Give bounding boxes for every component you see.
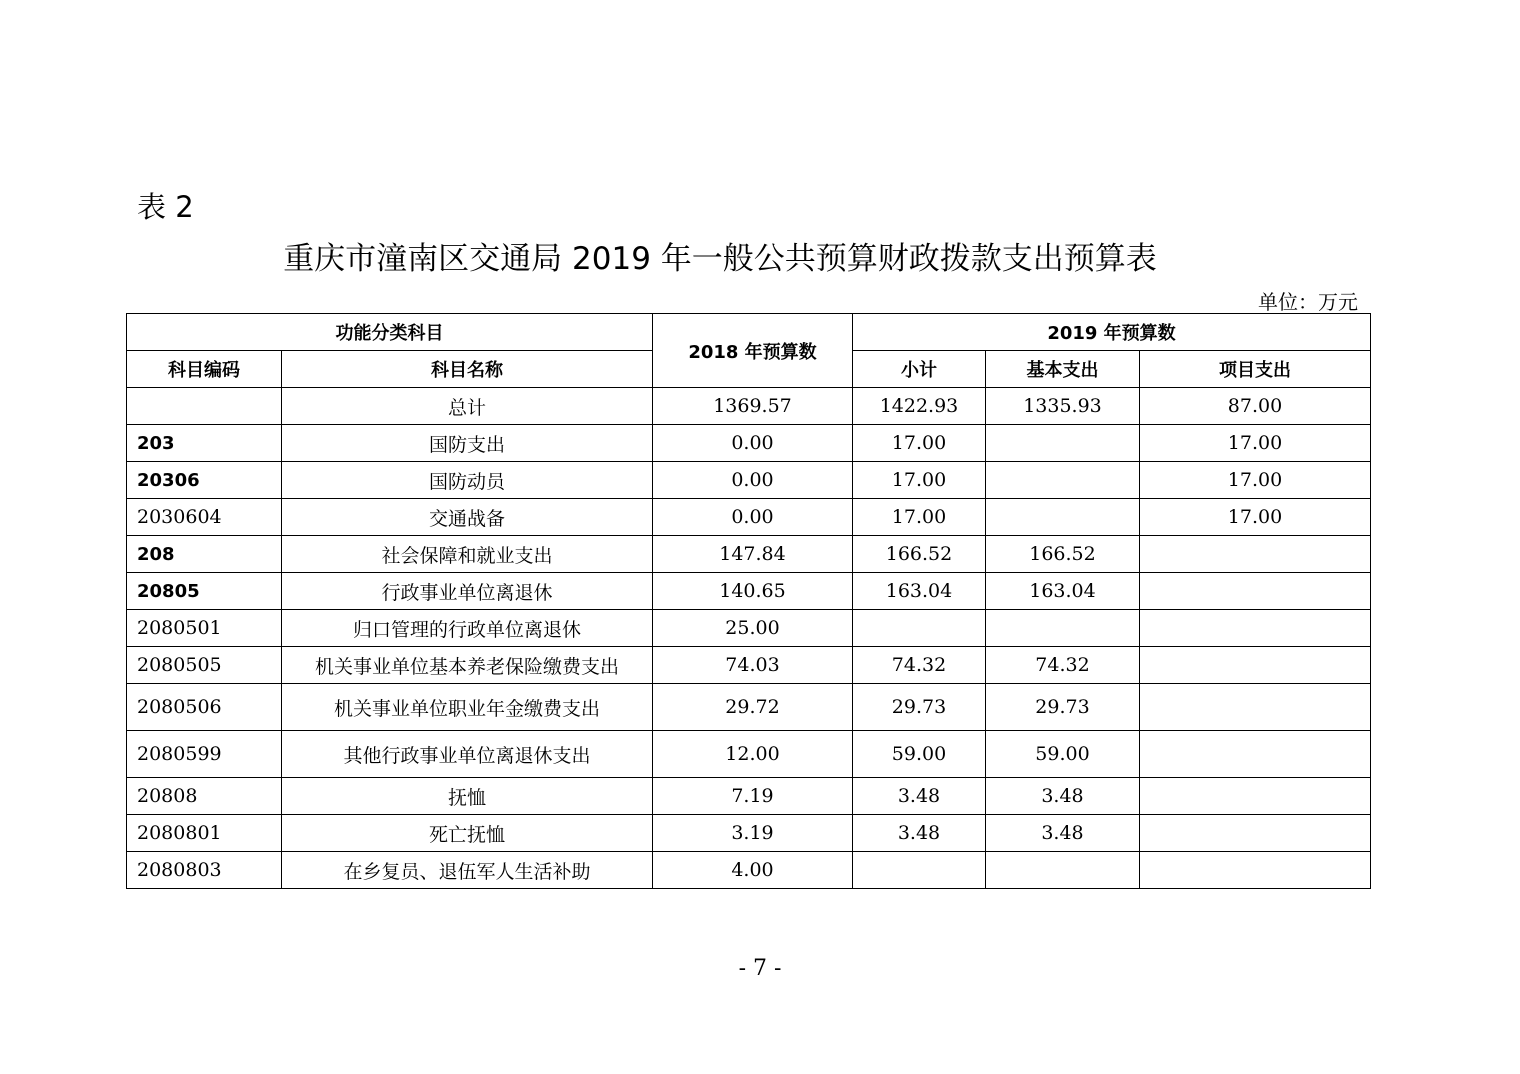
cell-name: 总计 — [282, 388, 653, 425]
cell-subtotal: 163.04 — [853, 573, 986, 610]
cell-2018: 25.00 — [653, 610, 853, 647]
table-row — [127, 573, 1371, 610]
cell-basic: 163.04 — [986, 573, 1140, 610]
cell-subtotal: 17.00 — [853, 499, 986, 536]
cell-code: 2030604 — [127, 499, 282, 536]
cell-basic — [986, 610, 1140, 647]
cell-2018: 140.65 — [653, 573, 853, 610]
cell-2018: 12.00 — [653, 731, 853, 778]
cell-project — [1140, 731, 1371, 778]
header-func-class: 功能分类科目 — [127, 314, 653, 351]
table-row — [127, 852, 1371, 889]
table-row — [127, 778, 1371, 815]
table-row — [127, 684, 1371, 731]
table-row — [127, 610, 1371, 647]
header-name: 科目名称 — [282, 351, 653, 388]
cell-basic: 3.48 — [986, 815, 1140, 852]
cell-code: 2080599 — [127, 731, 282, 778]
cell-subtotal — [853, 852, 986, 889]
cell-code: 20808 — [127, 778, 282, 815]
header-subtotal: 小计 — [853, 351, 986, 388]
cell-basic — [986, 425, 1140, 462]
cell-2018: 29.72 — [653, 684, 853, 731]
table-row — [127, 388, 1371, 425]
cell-project — [1140, 778, 1371, 815]
cell-2018: 0.00 — [653, 499, 853, 536]
cell-subtotal: 3.48 — [853, 815, 986, 852]
cell-name: 其他行政事业单位离退休支出 — [282, 731, 653, 778]
header-basic: 基本支出 — [986, 351, 1140, 388]
cell-subtotal: 3.48 — [853, 778, 986, 815]
cell-basic — [986, 462, 1140, 499]
cell-code: 2080506 — [127, 684, 282, 731]
cell-name: 机关事业单位职业年金缴费支出 — [282, 684, 653, 731]
budget-table — [126, 313, 1371, 889]
cell-project — [1140, 852, 1371, 889]
cell-subtotal: 74.32 — [853, 647, 986, 684]
cell-2018: 147.84 — [653, 536, 853, 573]
cell-basic — [986, 499, 1140, 536]
cell-project: 17.00 — [1140, 462, 1371, 499]
cell-project — [1140, 647, 1371, 684]
cell-subtotal — [853, 610, 986, 647]
cell-name: 抚恤 — [282, 778, 653, 815]
cell-subtotal: 166.52 — [853, 536, 986, 573]
cell-code: 2080801 — [127, 815, 282, 852]
cell-code: 203 — [127, 425, 282, 462]
cell-project: 87.00 — [1140, 388, 1371, 425]
unit-label: 单位：万元 — [1258, 290, 1358, 314]
cell-basic: 74.32 — [986, 647, 1140, 684]
cell-basic: 166.52 — [986, 536, 1140, 573]
header-budget-2018: 2018 年预算数 — [653, 314, 853, 388]
table-row — [127, 425, 1371, 462]
cell-code: 2080505 — [127, 647, 282, 684]
cell-name: 机关事业单位基本养老保险缴费支出 — [282, 647, 653, 684]
cell-2018: 7.19 — [653, 778, 853, 815]
cell-project — [1140, 610, 1371, 647]
cell-subtotal: 29.73 — [853, 684, 986, 731]
table-row — [127, 647, 1371, 684]
cell-2018: 0.00 — [653, 425, 853, 462]
cell-name: 交通战备 — [282, 499, 653, 536]
header-budget-2019: 2019 年预算数 — [853, 314, 1371, 351]
header-code: 科目编码 — [127, 351, 282, 388]
cell-code: 2080803 — [127, 852, 282, 889]
cell-basic: 59.00 — [986, 731, 1140, 778]
cell-code: 2080501 — [127, 610, 282, 647]
page-title: 重庆市潼南区交通局 2019 年一般公共预算财政拨款支出预算表 — [283, 241, 1157, 277]
cell-code: 208 — [127, 536, 282, 573]
cell-code: 20306 — [127, 462, 282, 499]
cell-name: 在乡复员、退伍军人生活补助 — [282, 852, 653, 889]
cell-name: 国防支出 — [282, 425, 653, 462]
cell-subtotal: 17.00 — [853, 462, 986, 499]
cell-code: 20805 — [127, 573, 282, 610]
cell-subtotal: 59.00 — [853, 731, 986, 778]
cell-project: 17.00 — [1140, 499, 1371, 536]
cell-name: 死亡抚恤 — [282, 815, 653, 852]
cell-2018: 3.19 — [653, 815, 853, 852]
cell-project — [1140, 573, 1371, 610]
cell-name: 行政事业单位离退休 — [282, 573, 653, 610]
header-row-1 — [127, 314, 1371, 351]
cell-2018: 0.00 — [653, 462, 853, 499]
cell-subtotal: 17.00 — [853, 425, 986, 462]
cell-name: 社会保障和就业支出 — [282, 536, 653, 573]
cell-basic: 1335.93 — [986, 388, 1140, 425]
cell-2018: 4.00 — [653, 852, 853, 889]
cell-project — [1140, 684, 1371, 731]
table-row — [127, 499, 1371, 536]
cell-basic: 3.48 — [986, 778, 1140, 815]
header-project: 项目支出 — [1140, 351, 1371, 388]
cell-name: 国防动员 — [282, 462, 653, 499]
table-row — [127, 815, 1371, 852]
cell-basic: 29.73 — [986, 684, 1140, 731]
cell-project — [1140, 536, 1371, 573]
cell-project: 17.00 — [1140, 425, 1371, 462]
page-number: - 7 - — [738, 956, 782, 981]
cell-2018: 74.03 — [653, 647, 853, 684]
cell-code — [127, 388, 282, 425]
cell-basic — [986, 852, 1140, 889]
table-label: 表 2 — [137, 190, 194, 224]
cell-2018: 1369.57 — [653, 388, 853, 425]
cell-project — [1140, 815, 1371, 852]
table-row — [127, 536, 1371, 573]
table-row — [127, 462, 1371, 499]
cell-name: 归口管理的行政单位离退休 — [282, 610, 653, 647]
table-row — [127, 731, 1371, 778]
cell-subtotal: 1422.93 — [853, 388, 986, 425]
